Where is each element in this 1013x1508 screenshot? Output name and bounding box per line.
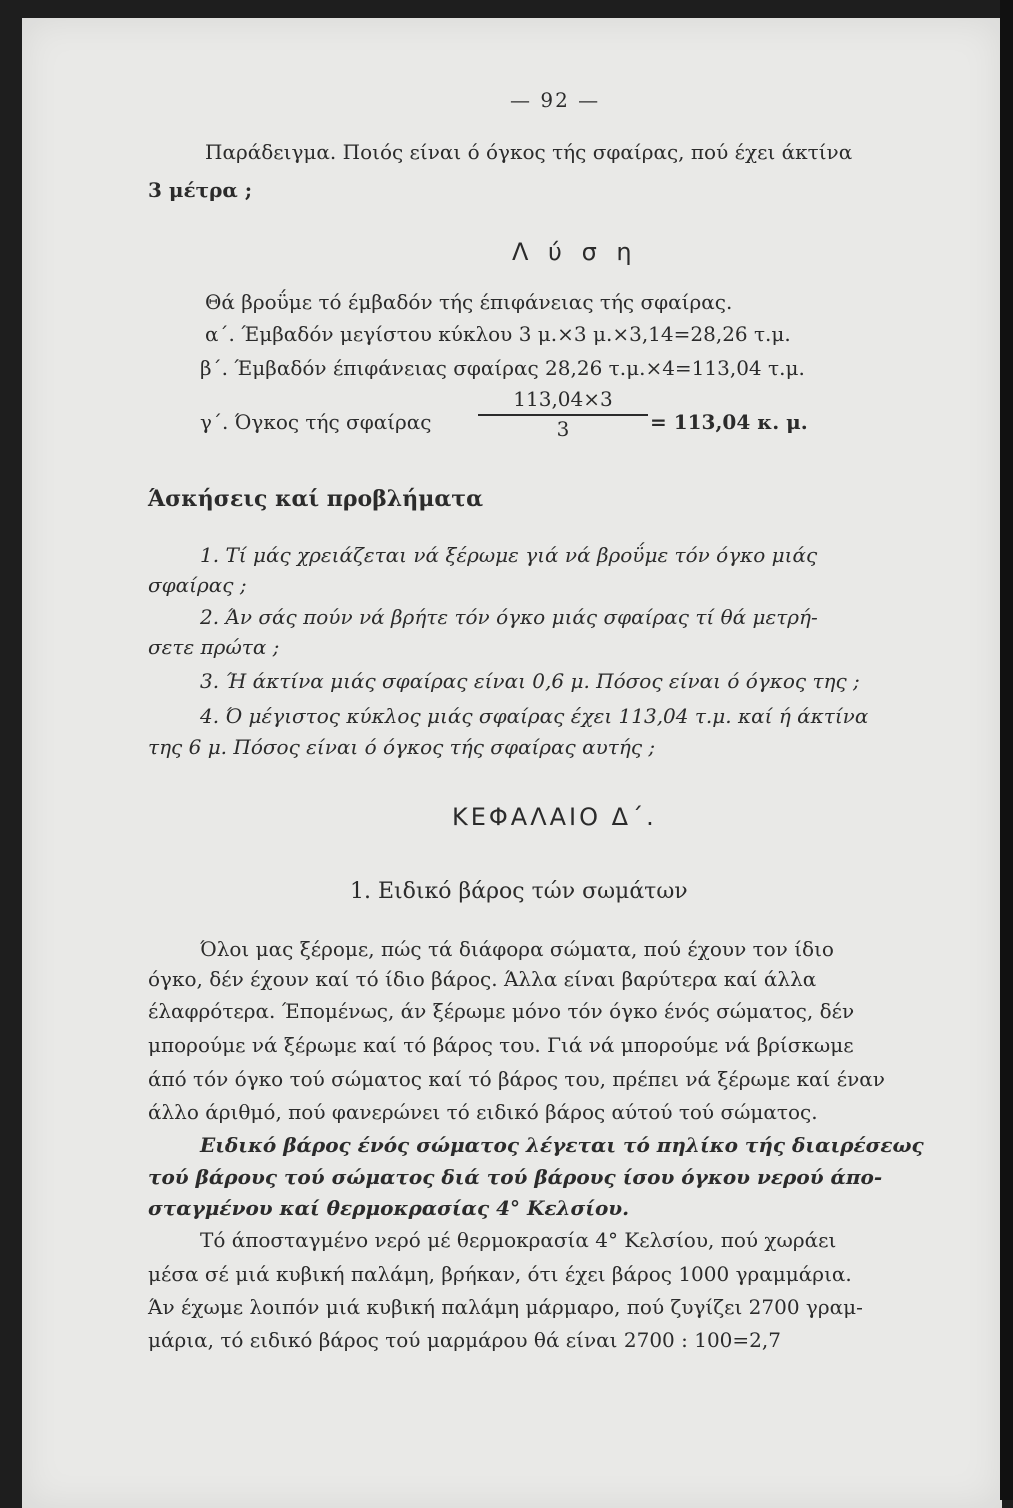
exercise-4-line-2: της 6 μ. Πόσος είναι ό όγκος τής σφαίρας αυτής ; — [148, 735, 656, 759]
exercise-2-line-1: 2. Άν σάς πούν νά βρήτε τόν όγκο μιάς σφαίρας τί θά μετρή- — [200, 605, 818, 629]
exercises-heading: Άσκήσεις καί προβλήματα — [148, 486, 483, 512]
exercise-1-line-2: σφαίρας ; — [148, 573, 247, 597]
body-p1-line-1: Όλοι μας ξέρομε, πώς τά διάφορα σώματα, πού έχουν τον ίδιο — [200, 937, 834, 961]
example-line-2: 3 μέτρα ; — [148, 178, 253, 202]
body-p2-line-4: μάρια, τό ειδικό βάρος τού μαρμάρου θά είναι 2700 : 100=2,7 — [148, 1328, 781, 1352]
fraction-bar — [478, 414, 648, 416]
fraction-denominator: 3 — [556, 417, 570, 441]
page-number: — 92 — — [510, 88, 601, 112]
solution-step-a: α΄. Έμβαδόν μεγίστου κύκλου 3 μ.×3 μ.×3,14=28,26 τ.μ. — [205, 322, 791, 346]
example-line-1: Παράδειγμα. Ποιός είναι ό όγκος τής σφαίρας, πού έχει άκτίνα — [205, 140, 853, 164]
exercise-4-line-1: 4. Ό μέγιστος κύκλος μιάς σφαίρας έχει 113,04 τ.μ. καί ή άκτίνα — [200, 704, 869, 728]
exercise-3: 3. Ή άκτίνα μιάς σφαίρας είναι 0,6 μ. Πόσος είναι ό όγκος της ; — [200, 669, 860, 693]
body-p2-line-3: Άν έχωμε λοιπόν μιά κυβική παλάμη μάρμαρο, πού ζυγίζει 2700 γραμ- — [148, 1295, 863, 1319]
exercise-2-line-2: σετε πρώτα ; — [148, 635, 280, 659]
solution-step-b: β΄. Έμβαδόν έπιφάνειας σφαίρας 28,26 τ.μ.×4=113,04 τ.μ. — [200, 356, 805, 380]
solution-result: = 113,04 κ. μ. — [650, 410, 808, 434]
body-p1-line-2: όγκο, δέν έχουν καί τό ίδιο βάρος. Άλλα είναι βαρύτερα καί άλλα — [148, 967, 817, 991]
body-p2-line-2: μέσα σέ μιά κυβική παλάμη, βρήκαν, ότι έχει βάρος 1000 γραμμάρια. — [148, 1262, 852, 1286]
definition-line-1: Ειδικό βάρος ένός σώματος λέγεται τό πηλίκο τής διαιρέσεως — [200, 1133, 924, 1157]
solution-step-c-label: γ΄. Όγκος τής σφαίρας — [200, 410, 432, 434]
chapter-title: ΚΕΦΑΛΑΙΟ Δ΄. — [452, 803, 657, 831]
section-title: 1. Ειδικό βάρος τών σωμάτων — [350, 879, 688, 904]
exercise-1-line-1: 1. Τί μάς χρειάζεται νά ξέρωμε γιά νά βροΰμε τόν όγκο μιάς — [200, 543, 818, 567]
body-p1-line-4: μπορούμε νά ξέρωμε καί τό βάρος του. Γιά νά μπορούμε νά βρίσκωμε — [148, 1033, 854, 1057]
fraction-numerator: 113,04×3 — [513, 387, 613, 411]
body-p2-line-1: Τό άποσταγμένο νερό μέ θερμοκρασία 4° Κελσίου, πού χωράει — [200, 1228, 837, 1252]
solution-intro: Θά βροΰμε τό έμβαδόν τής έπιφάνειας τής σφαίρας. — [205, 290, 733, 314]
body-p1-line-5: άπό τόν όγκο τού σώματος καί τό βάρος του, πρέπει νά ξέρωμε καί έναν — [148, 1067, 885, 1091]
definition-line-3: σταγμένου καί θερμοκρασίας 4° Κελσίου. — [148, 1196, 630, 1220]
definition-line-2: τού βάρους τού σώματος διά τού βάρους ίσου όγκου νερού άπο- — [148, 1165, 883, 1189]
page-edge-shadow — [1000, 0, 1013, 1500]
body-p1-line-3: έλαφρότερα. Έπομένως, άν ξέρωμε μόνο τόν όγκο ένός σώματος, δέν — [148, 999, 855, 1023]
body-p1-line-6: άλλο άριθμό, πού φανερώνει τό ειδικό βάρος αύτού τού σώματος. — [148, 1100, 818, 1124]
solution-heading: Λ ύ σ η — [512, 238, 638, 266]
